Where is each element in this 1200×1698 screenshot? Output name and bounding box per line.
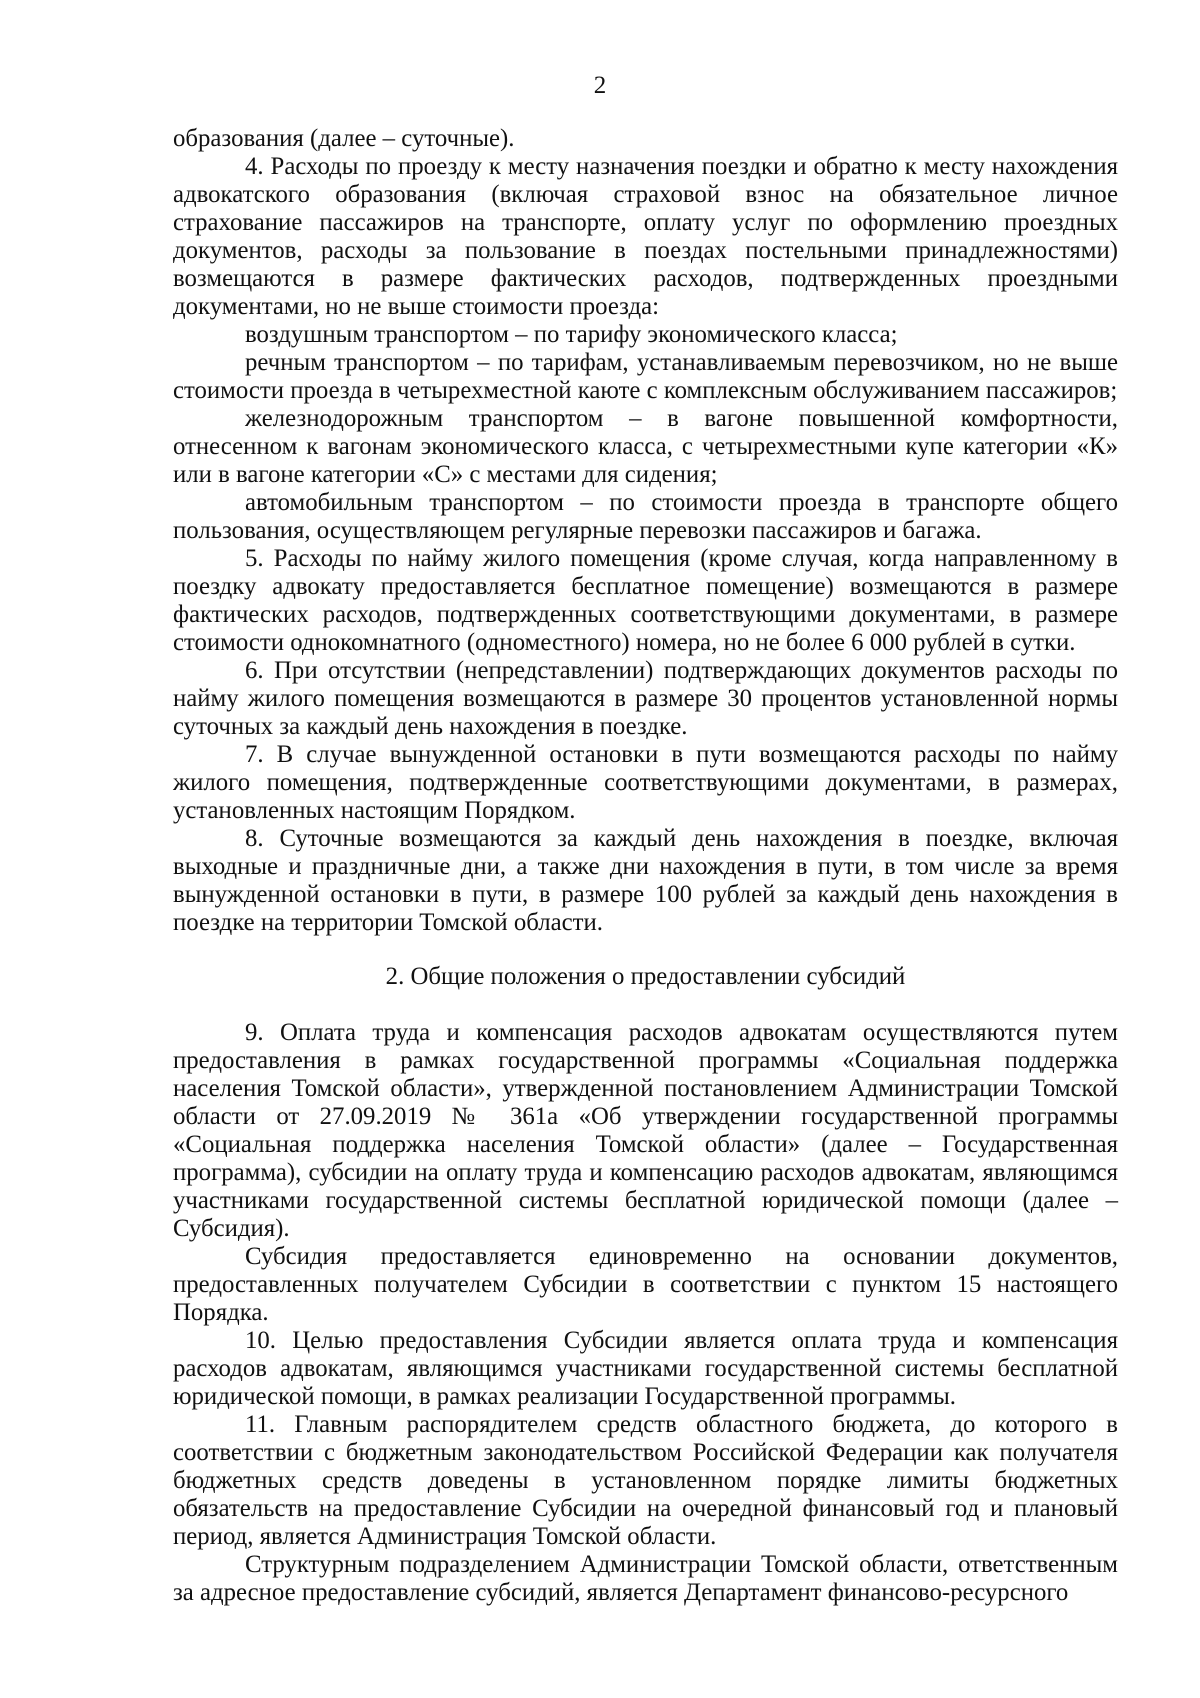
paragraph-air-transport: воздушным транспортом – по тарифу экономического класса; <box>245 321 898 348</box>
paragraph-item-10: 10. Целью предоставления Субсидии является оплата труда и компенсация расходов адвокатам, являющимся участниками государственной системы бесплатной юридической помощи, в рамках реализации Государственной программы. <box>173 1327 1118 1410</box>
paragraph-river-transport: речным транспортом – по тарифам, устанавливаемым перевозчиком, но не выше стоимости проезда в четырехместной каюте с комплексным обслуживанием пассажиров; <box>173 349 1118 404</box>
paragraph-item-9: 9. Оплата труда и компенсация расходов адвокатам осуществляются путем предоставления в рамках государственной программы «Социальная поддержка населения Томской области», утвержденной постановлением Администрации Томской области от 27.09.2019 № 361а «Об утверждении государственной программы «Социальная поддержка населения Томской области» (далее – Государственная программа), субсидии на оплату труда и компенсацию расходов адвокатам, являющимся участниками государственной системы бесплатной юридической помощи (далее – Субсидия). <box>173 1019 1118 1242</box>
page-number: 2 <box>593 72 607 99</box>
paragraph-item-8: 8. Суточные возмещаются за каждый день нахождения в поездке, включая выходные и праздничные дни, а также дни нахождения в пути, в том числе за время вынужденной остановки в пути, в размере 100 рублей за каждый день нахождения в поездке на территории Томской области. <box>173 825 1118 936</box>
paragraph-subsidy-basis: Субсидия предоставляется единовременно на основании документов, предоставленных получателем Субсидии в соответствии с пунктом 15 настоящего Порядка. <box>173 1243 1118 1326</box>
document-body <box>173 125 1118 1607</box>
paragraph-item-6: 6. При отсутствии (непредставлении) подтверждающих документов расходы по найму жилого помещения возмещаются в размере 30 процентов установленной нормы суточных за каждый день нахождения в поездке. <box>173 657 1118 740</box>
paragraph-item-11: 11. Главным распорядителем средств областного бюджета, до которого в соответствии с бюджетным законодательством Российской Федерации как получателя бюджетных средств доведены в установленном порядке лимиты бюджетных обязательств на предоставление Субсидии на очередной финансовый год и плановый период, является Администрация Томской области. <box>173 1411 1118 1550</box>
paragraph-continuation: образования (далее – суточные). <box>173 125 515 152</box>
paragraph-road-transport: автомобильным транспортом – по стоимости проезда в транспорте общего пользования, осуществляющем регулярные перевозки пассажиров и багажа. <box>173 489 1118 544</box>
paragraph-item-4: 4. Расходы по проезду к месту назначения поездки и обратно к месту нахождения адвокатского образования (включая страховой взнос на обязательное личное страхование пассажиров на транспорте, оплату услуг по оформлению проездных документов, расходы за пользование в поездах постельными принадлежностями) возмещаются в размере фактических расходов, подтвержденных проездными документами, но не выше стоимости проезда: <box>173 153 1118 320</box>
paragraph-structural-unit: Структурным подразделением Администрации Томской области, ответственным за адресное предоставление субсидий, является Департамент финансово-ресурсного <box>173 1551 1118 1606</box>
section-heading: 2. Общие положения о предоставлении субсидий <box>385 963 906 990</box>
paragraph-item-7: 7. В случае вынужденной остановки в пути возмещаются расходы по найму жилого помещения, подтвержденные соответствующими документами, в размерах, установленных настоящим Порядком. <box>173 741 1118 824</box>
paragraph-item-5: 5. Расходы по найму жилого помещения (кроме случая, когда направленному в поездку адвокату предоставляется бесплатное помещение) возмещаются в размере фактических расходов, подтвержденных соответствующими документами, в размере стоимости однокомнатного (одноместного) номера, но не более 6 000 рублей в сутки. <box>173 545 1118 656</box>
paragraph-rail-transport: железнодорожным транспортом – в вагоне повышенной комфортности, отнесенном к вагонам экономического класса, с четырехместными купе категории «К» или в вагоне категории «С» с местами для сидения; <box>173 405 1118 488</box>
